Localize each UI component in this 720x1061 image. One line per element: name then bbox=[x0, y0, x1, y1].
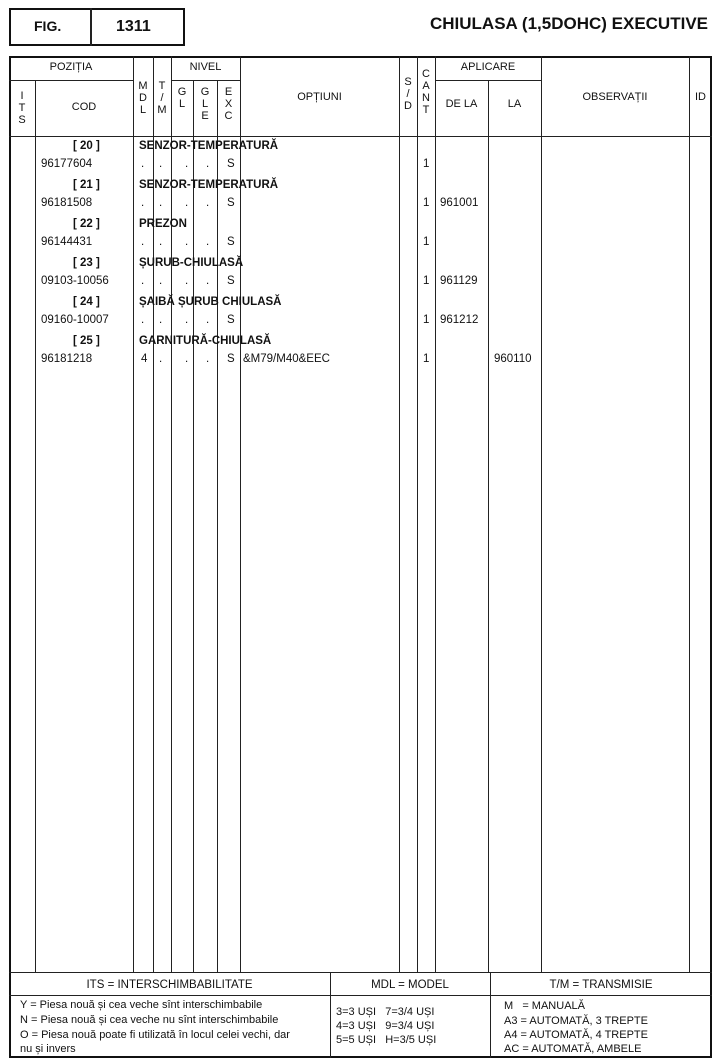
gl-value: . bbox=[185, 314, 189, 326]
part-code: 96181508 bbox=[41, 197, 93, 209]
col-line-dela bbox=[488, 80, 489, 972]
mdl-value: . bbox=[141, 236, 145, 248]
tm-value: . bbox=[159, 197, 163, 209]
part-name: PREZON bbox=[139, 218, 187, 230]
header-mdl: M D L bbox=[138, 80, 148, 116]
part-name: ȘURUB-CHIULASĂ bbox=[139, 257, 244, 269]
legend-mdl-line: 3=3 UȘI 7=3/4 UȘI bbox=[336, 1006, 435, 1018]
legend-top-line bbox=[9, 972, 712, 973]
gl-value: . bbox=[185, 236, 189, 248]
header-aplicare: APLICARE bbox=[460, 61, 516, 73]
legend-its-line: nu și invers bbox=[20, 1043, 76, 1055]
header-subline-pozitia bbox=[9, 80, 133, 81]
position-number: [ 21 ] bbox=[73, 179, 100, 191]
mdl-value: . bbox=[141, 275, 145, 287]
legend-title-line bbox=[9, 995, 712, 996]
part-code: 96181218 bbox=[41, 353, 93, 365]
from-value: 961129 bbox=[440, 275, 478, 287]
tm-value: . bbox=[159, 353, 163, 365]
tm-value: . bbox=[159, 314, 163, 326]
header-id: ID bbox=[695, 91, 706, 103]
option-value: &M79/M40&EEC bbox=[243, 353, 330, 365]
header-la: LA bbox=[507, 98, 522, 110]
fig-label: FIG. bbox=[34, 18, 62, 34]
cant-value: 1 bbox=[423, 197, 430, 209]
cant-value: 1 bbox=[423, 353, 430, 365]
gle-value: . bbox=[206, 197, 210, 209]
from-value: 961212 bbox=[440, 314, 479, 326]
col-line-la bbox=[541, 56, 542, 972]
header-tm: T / M bbox=[157, 80, 167, 116]
gl-value: . bbox=[185, 275, 189, 287]
part-code: 96144431 bbox=[41, 236, 93, 248]
exc-value: S bbox=[227, 197, 235, 209]
exc-value: S bbox=[227, 275, 235, 287]
exc-value: S bbox=[227, 158, 235, 170]
mdl-value: . bbox=[141, 197, 145, 209]
legend-its-line: O = Piesa nouă poate fi utilizată în locul celei vechi, dar bbox=[20, 1029, 290, 1041]
legend-mdl-title: MDL = MODEL bbox=[371, 979, 449, 991]
to-value: 960110 bbox=[494, 353, 532, 365]
from-value: 961001 bbox=[440, 197, 479, 209]
cant-value: 1 bbox=[423, 314, 430, 326]
header-observatii: OBSERVAȚII bbox=[582, 91, 648, 103]
gle-value: . bbox=[206, 275, 210, 287]
legend-tm-line: A3 = AUTOMATĂ, 3 TREPTE bbox=[504, 1015, 648, 1027]
part-code: 96177604 bbox=[41, 158, 93, 170]
header-nivel: NIVEL bbox=[189, 61, 222, 73]
mdl-value: 4 bbox=[141, 353, 148, 365]
header-gle: G L E bbox=[200, 86, 210, 122]
col-line-gle bbox=[217, 80, 218, 972]
position-number: [ 20 ] bbox=[73, 140, 100, 152]
legend-its-line: Y = Piesa nouă și cea veche sînt interschimbabile bbox=[20, 999, 263, 1011]
legend-tm-line: AC = AUTOMATĂ, AMBELE bbox=[504, 1043, 642, 1055]
position-number: [ 24 ] bbox=[73, 296, 100, 308]
col-line-sd bbox=[417, 56, 418, 972]
legend-mdl-line: 5=5 UȘI H=3/5 UȘI bbox=[336, 1034, 437, 1046]
col-line-mdl bbox=[153, 56, 154, 972]
header-subline-nivel bbox=[171, 80, 240, 81]
col-line-cod bbox=[133, 56, 134, 972]
position-number: [ 23 ] bbox=[73, 257, 100, 269]
gl-value: . bbox=[185, 197, 189, 209]
col-line-its bbox=[35, 80, 36, 972]
legend-mdl-line: 4=3 UȘI 9=3/4 UȘI bbox=[336, 1020, 435, 1032]
header-cod: COD bbox=[71, 101, 97, 113]
gl-value: . bbox=[185, 158, 189, 170]
exc-value: S bbox=[227, 236, 235, 248]
page-title: CHIULASA (1,5DOHC) EXECUTIVE bbox=[429, 14, 708, 33]
tm-value: . bbox=[159, 158, 163, 170]
tm-value: . bbox=[159, 236, 163, 248]
gle-value: . bbox=[206, 314, 210, 326]
col-line-obs bbox=[689, 56, 690, 972]
col-line-cant bbox=[435, 56, 436, 972]
header-gl: G L bbox=[177, 86, 187, 110]
position-number: [ 25 ] bbox=[73, 335, 100, 347]
part-code: 09103-10056 bbox=[41, 275, 109, 287]
part-code: 09160-10007 bbox=[41, 314, 109, 326]
header-de-la: DE LA bbox=[445, 98, 478, 110]
part-name: GARNITURĂ-CHIULASĂ bbox=[139, 335, 272, 347]
col-line-opt bbox=[399, 56, 400, 972]
legend-its-title: ITS = INTERSCHIMBABILITATE bbox=[86, 979, 253, 991]
mdl-value: . bbox=[141, 158, 145, 170]
gl-value: . bbox=[185, 353, 189, 365]
parts-table bbox=[9, 56, 712, 1058]
gle-value: . bbox=[206, 158, 210, 170]
tm-value: . bbox=[159, 275, 163, 287]
fig-divider bbox=[90, 8, 92, 46]
col-line-gl bbox=[193, 80, 194, 972]
legend-its-line: N = Piesa nouă și cea veche nu sînt interschimbabile bbox=[20, 1014, 279, 1026]
legend-tm-line: A4 = AUTOMATĂ, 4 TREPTE bbox=[504, 1029, 648, 1041]
header-sd: S / D bbox=[404, 76, 412, 112]
header-its: I T S bbox=[18, 90, 26, 126]
col-line-exc bbox=[240, 56, 241, 972]
col-line-tm bbox=[171, 56, 172, 972]
part-name: ȘAIBĂ ȘURUB CHIULASĂ bbox=[139, 296, 282, 308]
mdl-value: . bbox=[141, 314, 145, 326]
header-pozitia: POZIȚIA bbox=[49, 61, 93, 73]
cant-value: 1 bbox=[423, 275, 430, 287]
legend-tm-title: T/M = TRANSMISIE bbox=[549, 979, 653, 991]
cant-value: 1 bbox=[423, 158, 430, 170]
exc-value: S bbox=[227, 314, 235, 326]
legend-tm-line: M = MANUALĂ bbox=[504, 1000, 585, 1012]
header-optiuni: OPȚIUNI bbox=[297, 91, 342, 103]
part-name: SENZOR-TEMPERATURĂ bbox=[139, 179, 279, 191]
header-bottom-line bbox=[9, 136, 712, 137]
gle-value: . bbox=[206, 353, 210, 365]
header-exc: E X C bbox=[224, 86, 233, 122]
part-name: SENZOR-TEMPERATURĂ bbox=[139, 140, 279, 152]
position-number: [ 22 ] bbox=[73, 218, 100, 230]
header-subline-aplicare bbox=[435, 80, 541, 81]
exc-value: S bbox=[227, 353, 235, 365]
cant-value: 1 bbox=[423, 236, 430, 248]
gle-value: . bbox=[206, 236, 210, 248]
header-cant: C A N T bbox=[422, 68, 430, 116]
fig-number: 1311 bbox=[116, 18, 151, 35]
